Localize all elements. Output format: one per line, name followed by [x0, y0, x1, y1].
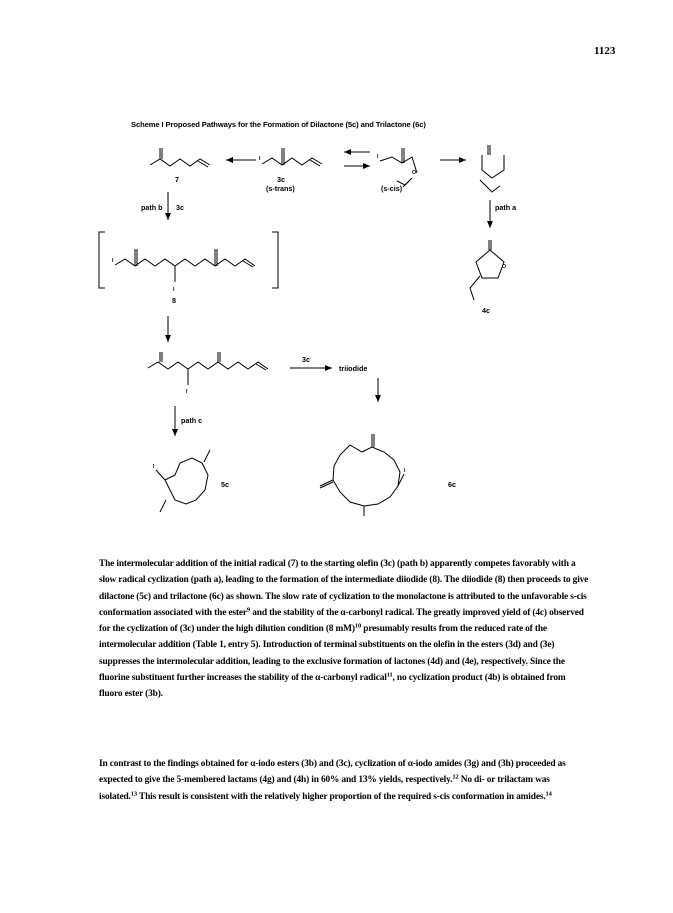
label-6c: 6c — [448, 480, 456, 489]
structure-7 — [150, 148, 210, 167]
p1-text-4: , no cyclization product (4b) is obtained from fluoro ester (3b). — [99, 673, 566, 700]
label-7: 7 — [175, 175, 179, 184]
p1-text-1: The intermolecular addition of the initial radical (7) to the starting olefin (3c) (path b) apparently competes favorably with a slow radical cyclization (path a), leading to the formation of the intermediate diiodide (8). The diiodide (8) then proceeds to give dilactone (5c) and trilactone (6c) as shown. The slow rate of cyclization to the monolactone is attributed to the unfavorable s-cis conformation associated with the ester — [99, 559, 589, 618]
ref-10: 10 — [354, 622, 362, 630]
reaction-scheme — [80, 112, 600, 532]
label-s-cis: (s-cis) — [381, 184, 403, 193]
ref-13: 13 — [130, 790, 137, 798]
iodine-label-dimer: I — [186, 389, 188, 395]
oxygen-label-4c: O — [502, 264, 507, 270]
iodine-label-6c: I — [404, 468, 406, 474]
structure-5c — [156, 450, 210, 512]
structure-8 — [99, 232, 278, 288]
label-path-b: path b — [141, 203, 163, 212]
label-3c: 3c — [277, 175, 285, 184]
p1-text-2: and the stability of the α-carbonyl radical. The greatly improved yield of (4c) observed for the cyclization of (3c) under the high dilution condition (8 mM) — [99, 607, 584, 635]
iodine-label-8b: I — [173, 287, 175, 293]
paragraph-2 — [99, 756, 589, 805]
label-triiodide: triiodide — [339, 364, 368, 373]
paragraph-1 — [99, 556, 589, 703]
scheme-title: Scheme I Proposed Pathways for the Formation of Dilactone (5c) and Trilactone (6c) — [131, 120, 426, 129]
label-reagent-3c-a: 3c — [176, 203, 184, 212]
label-4c: 4c — [482, 306, 490, 315]
iodine-label-scis: I — [377, 154, 379, 160]
label-reagent-3c-b: 3c — [302, 355, 310, 364]
label-path-a: path a — [495, 203, 517, 212]
label-s-trans: (s-trans) — [266, 184, 295, 193]
label-5c: 5c — [221, 480, 229, 489]
ref-11: 11 — [386, 671, 393, 679]
structure-4c — [470, 240, 507, 300]
structure-6c — [320, 434, 404, 516]
iodine-label-5c: I — [153, 464, 155, 470]
structure-radical-dimer — [148, 352, 268, 385]
label-path-c: path c — [181, 416, 203, 425]
iodine-label-8a: I — [112, 258, 114, 264]
p2-text-2: No di- or trilactam was isolated. — [99, 775, 550, 802]
structure-3c-strans — [262, 148, 322, 166]
label-8: 8 — [172, 296, 176, 305]
iodine-label-3c: I — [259, 156, 261, 162]
p1-text-3: presumably results from the reduced rate of the intermolecular addition (Table 1, entry 5). Introduction of terminal substituents on the olefin in the esters (3d) and (3e) suppresses the intermolecular addition, leading to the exclusive formation of lactones (4d) and (4e), respectively. Since the fluorine substituent further increases the stability of the α-carbonyl radical — [99, 624, 565, 684]
structure-3c-scis — [380, 148, 417, 187]
oxygen-label-scis: O — [412, 170, 417, 176]
ref-12: 12 — [452, 773, 459, 781]
ref-14: 14 — [545, 790, 552, 798]
p2-text-1: In contrast to the findings obtained for α-iodo esters (3b) and (3c), cyclization of α-iodo amides (3g) and (3h) proceeded as expected to give the 5-membered lactams (4g) and (4h) in 60% and 13% yields, respectively. — [99, 759, 566, 786]
page-number: 1123 — [594, 45, 616, 57]
ref-9: 9 — [246, 606, 251, 614]
structure-cyclizing — [480, 145, 504, 192]
p2-text-3: This result is consistent with the relatively higher proportion of the required s-cis conformation in amides. — [136, 791, 546, 802]
